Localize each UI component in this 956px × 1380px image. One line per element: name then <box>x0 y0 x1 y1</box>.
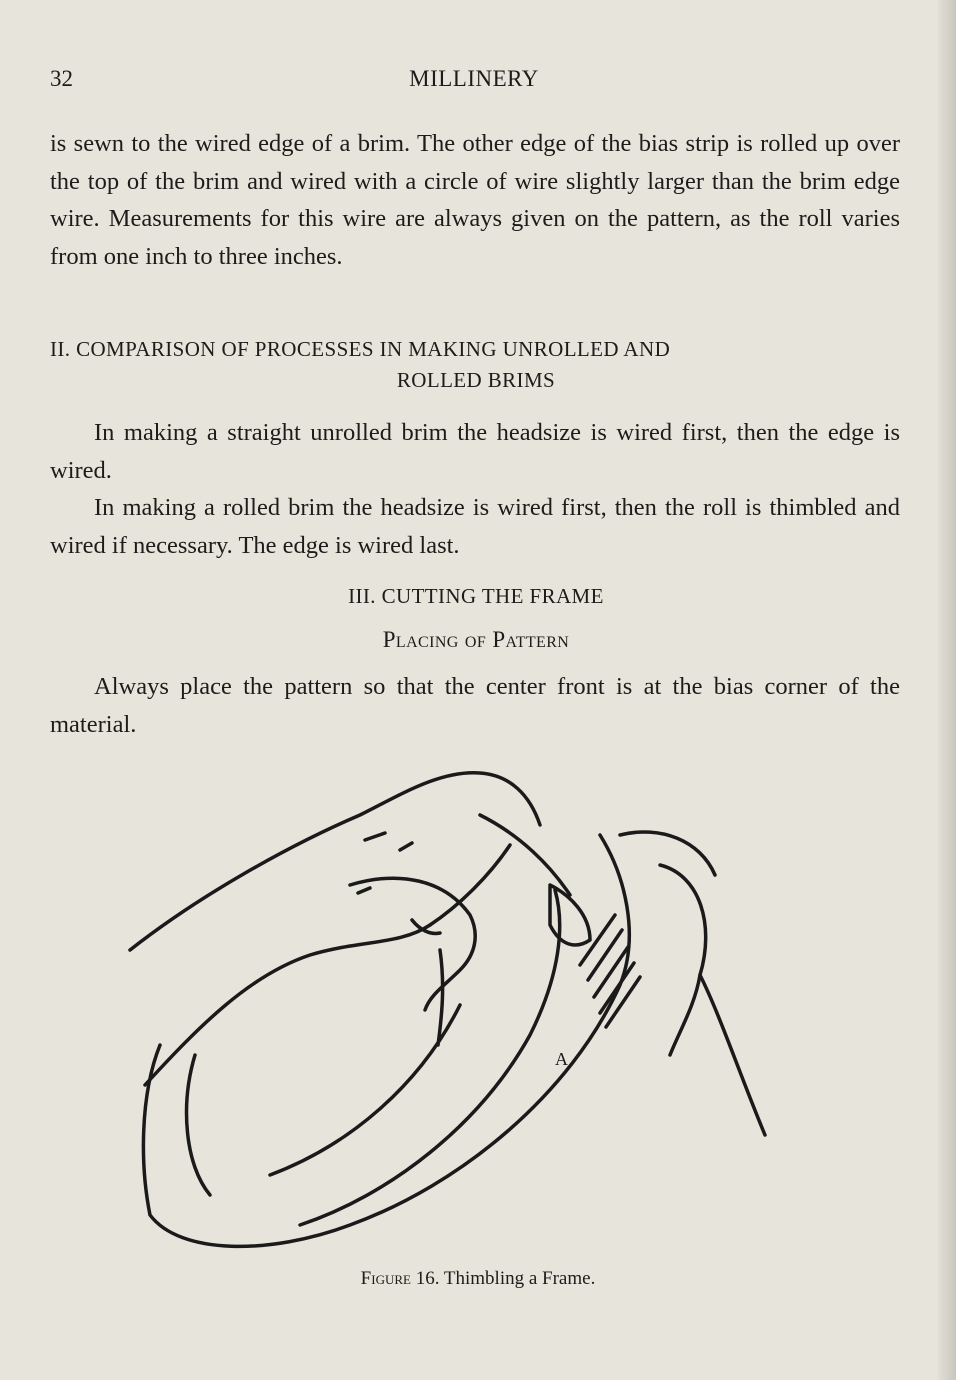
section-3-paragraph: Always place the pattern so that the center front is at the bias corner of the material. <box>50 673 900 738</box>
right-hand-arm <box>700 975 765 1135</box>
thimble-finger <box>480 815 570 895</box>
wire-line <box>438 950 443 1045</box>
intro-paragraph: is sewn to the wired edge of a brim. The other edge of the bias strip is rolled up over the top of the brim and wired with a circle of wire slightly larger than the brim edge wire. Measurements for this wire are always given on the pattern, as the roll varies from one inch to three inches. <box>50 130 900 270</box>
figure-caption-prefix: Figure <box>360 1268 411 1289</box>
dash-2 <box>358 888 370 893</box>
section-2-paragraph-2: In making a rolled brim the headsize is wired first, then the roll is thimbled and wired if necessary. The edge is wired last. <box>50 494 900 559</box>
section-3-body <box>50 668 900 743</box>
brim-roll-line <box>300 890 560 1225</box>
figure-caption <box>0 1268 956 1290</box>
brim-inner-line <box>187 1055 210 1195</box>
thimbling-illustration <box>100 755 840 1260</box>
running-title: MILLINERY <box>409 66 539 91</box>
hand-palm <box>145 925 430 1085</box>
page-header <box>50 66 898 100</box>
right-hand-finger <box>660 865 706 1055</box>
section-2-heading <box>50 334 902 396</box>
section-3-heading: III. CUTTING THE FRAME <box>348 584 604 608</box>
dash-1 <box>365 833 385 840</box>
intro-paragraph-block <box>50 125 900 275</box>
figure-label-a: A <box>555 1049 568 1069</box>
section-2-body <box>50 414 900 564</box>
figure-caption-text: 16. Thimbling a Frame. <box>415 1268 596 1289</box>
page-edge-shadow <box>938 0 956 1380</box>
page-number: 32 <box>50 66 73 91</box>
section-2-heading-line1: II. COMPARISON OF PROCESSES IN MAKING UNROLLED AND <box>50 337 671 361</box>
section-3-subheading: Placing of Pattern <box>382 627 570 652</box>
section-2-heading-line2: ROLLED BRIMS <box>396 368 556 392</box>
hand-back <box>130 773 540 950</box>
section-2-paragraph-1: In making a straight unrolled brim the headsize is wired first, then the edge is wired. <box>50 419 900 484</box>
needle-line <box>400 843 412 850</box>
